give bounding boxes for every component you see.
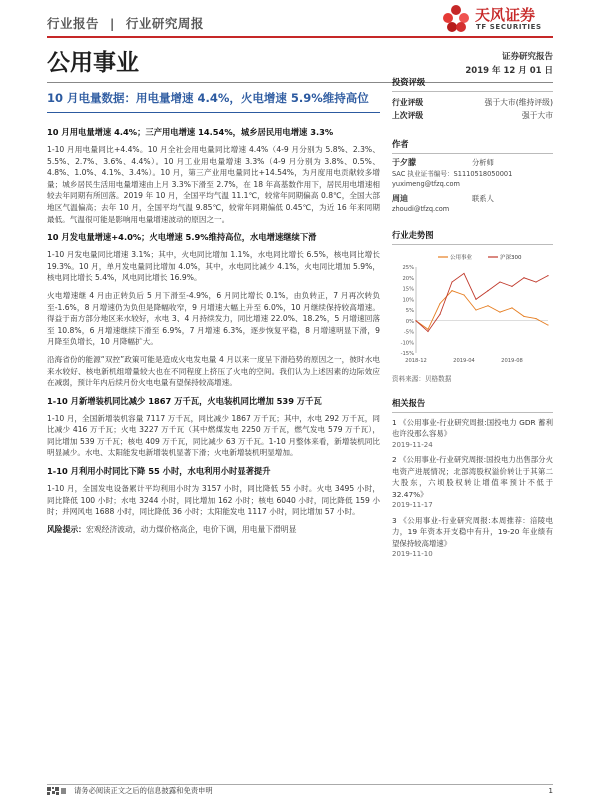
series-point xyxy=(499,281,500,282)
y-tick-label: 5% xyxy=(405,307,414,314)
series-point xyxy=(523,277,524,278)
series-point xyxy=(487,290,488,291)
report-meta xyxy=(465,50,553,78)
series-point xyxy=(463,272,464,273)
rating-key: 行业评级 xyxy=(392,98,424,107)
section-paragraph: 1-10 月，全国发电设备累计平均利用小时为 3157 小时，同比降低 55 小时。火电 3495 小时，同比降低 100 小时；水电 3244 小时，同比增加 162 小时；核电 6040 小时，同比降低 159 小时；并网风电 1688 小时，同比降低 36 小时；太阳能发电 1117 小时，同比增加 57 小时。 xyxy=(47,484,380,517)
series-point xyxy=(439,313,440,314)
series-point xyxy=(547,275,548,276)
series-point xyxy=(499,311,500,312)
series-point xyxy=(427,328,428,329)
section xyxy=(47,396,380,459)
series-point xyxy=(475,298,476,299)
series-point xyxy=(463,294,464,295)
series-point xyxy=(487,305,488,306)
author-role: 分析师 xyxy=(472,158,494,167)
title-underline xyxy=(47,112,380,113)
series-point xyxy=(451,290,452,291)
report-body xyxy=(47,120,380,536)
x-tick-label: 2019-04 xyxy=(453,357,475,364)
y-tick-label: 10% xyxy=(402,296,414,303)
rating-row xyxy=(392,96,553,109)
footer-disclaimer: 请务必阅读正文之后的信息披露和免责申明 xyxy=(74,786,213,795)
section-paragraph: 1-10 月发电量同比增速 3.1%；其中，火电同比增加 1.1%，水电同比增长 6.5%，核电同比增长 19.3%。10 月，单月发电量同比增加 4.0%，其中，水电同比减少 4.1%，火电同比增加 5.9%，核电同比增长 5.4%，风电同比增长 16.9%。 xyxy=(47,250,380,283)
related-report[interactable] xyxy=(392,417,553,452)
series-point xyxy=(475,309,476,310)
section-paragraph: 沿海省份的能源“双控”政策可能是造成火电发电量 4 月以来一度呈下滑趋势的原因之一，彼时水电来水较好、核电新机组增量较大也在不同程度上挤压了火电的空间。我们认为上述因素的边际效应在减弱，预计年内后续月份火电电量有望保持较高增速。 xyxy=(47,354,380,388)
author-email[interactable]: yuximeng@tfzq.com xyxy=(392,180,460,188)
risk-text: 宏观经济波动，动力煤价格高企，电价下调，用电量下滑明显 xyxy=(85,524,297,534)
series-point xyxy=(415,320,416,321)
rating-title: 投资评级 xyxy=(392,76,553,92)
y-tick-label: 20% xyxy=(402,275,414,282)
rating-value: 强于大市 xyxy=(521,111,553,120)
report-date: 2019 年 12 月 01 日 xyxy=(465,66,553,76)
report-title: 10 月电量数据：用电量增速 4.4%，火电增速 5.9%维持高位 xyxy=(47,91,369,105)
author-card xyxy=(392,194,553,215)
series-point xyxy=(427,330,428,331)
related-report-text: 2 《公用事业-行业研究周报:国投电力出售部分火电资产进展情况；北部湾股权溢价转让于其第二大股东，六顷股权转让增值率预计不低于 32.47%》 xyxy=(392,455,553,499)
section xyxy=(47,466,380,518)
series-line-1 xyxy=(416,290,548,329)
author-sac: SAC 执业证书编号：S1110518050001 xyxy=(392,169,513,178)
company-logo xyxy=(441,4,553,40)
section-paragraph: 1-10 月用电量同比+4.4%。10 月全社会用电量同比增速 4.4%（4-9 月分别为 5.8%、2.3%、5.5%、2.7%、3.6%、4.4%）。10 月工业用电量增速 3.3%（4-9 月分别为 3.8%、0.5%、4.8%、1.0%、4.1%、3.4%）。10 月，第三产业用电量同比+14.54%，为月度用电贡献较多增量；城乡居民生活用电量增速由上月 3.3%下滑至 2.7%，在 18 年高基数作用下，居民用电增速相较去年同期有所回落。2019 年 10 月，全国平均气温 11.1℃，较常年同期偏高 0.8℃，全国大部地区气温偏高；去年 10 月，全国平均气温 9.85℃，较常年同期偏低 0.45℃，为近 16 年来同期最低。气温很可能是影响用电量增速波动的原因之一。 xyxy=(47,145,380,224)
x-tick-label: 2018-12 xyxy=(405,357,427,364)
rating-key: 上次评级 xyxy=(392,111,424,120)
section-heading: 10 月发电量增速+4.0%；火电增速 5.9%维持高位，水电增速继续下滑 xyxy=(47,232,317,243)
y-tick-label: -15% xyxy=(400,350,414,357)
rating-row xyxy=(392,109,553,122)
section-heading: 10 月用电量增速 4.4%；三产用电增速 14.54%，城乡居民用电增速 3.3% xyxy=(47,127,334,137)
trend-chart xyxy=(392,249,553,369)
trend-chart-svg xyxy=(392,249,553,369)
report-breadcrumb xyxy=(47,14,204,32)
y-tick-label: -5% xyxy=(403,329,414,335)
y-tick-label: 15% xyxy=(402,286,414,292)
section-heading: 1-10 月新增装机同比减少 1867 万千瓦，火电装机同比增加 539 万千瓦 xyxy=(47,395,322,406)
y-tick-label: -10% xyxy=(400,339,414,346)
related-report[interactable] xyxy=(392,454,553,512)
author-email[interactable]: zhoudi@tfzq.com xyxy=(392,205,450,213)
series-point xyxy=(451,281,452,282)
author-role: 联系人 xyxy=(472,193,494,203)
related-report-text: 3 《公用事业-行业研究周报:本周推荐：涪陵电力，19 年资本开支稳中有升，19-20 年业绩有望保持较高增速》 xyxy=(392,515,553,548)
header-divider xyxy=(47,36,553,38)
logo-mark-icon xyxy=(441,4,471,34)
section-paragraph: 1-10 月，全国新增装机容量 7117 万千瓦，同比减少 1867 万千瓦；其中，水电 292 万千瓦，同比减少 416 万千瓦；火电 3227 万千瓦（其中燃煤发电 2250 万千瓦，燃气发电 579 万千瓦），同比增加 539 万千瓦；核电 409 万千瓦，同比减少 63 万千瓦。1-10 月整体来看，新增装机同比明显减少。水电、太阳能发电新增装机显著下滑；火电新增装机明显增加。 xyxy=(47,413,380,458)
breadcrumb-separator: | xyxy=(109,16,115,31)
related-report-date: 2019-11-10 xyxy=(392,550,433,558)
y-tick-label: 25% xyxy=(402,264,414,271)
series-point xyxy=(511,285,512,286)
logo-en-text: TF SECURITIES xyxy=(476,23,542,31)
series-point xyxy=(439,302,440,303)
report-kind: 证券研究报告 xyxy=(501,52,553,62)
y-tick-label: 0% xyxy=(405,318,414,325)
section xyxy=(47,127,380,225)
related-title: 相关报告 xyxy=(392,397,553,413)
related-report[interactable] xyxy=(392,515,553,561)
author-name: 于夕朦 xyxy=(392,158,416,167)
logo-cn-text: 天风证券 xyxy=(475,6,536,24)
report-type: 行业报告 xyxy=(47,16,100,31)
legend-label: 公用事业 xyxy=(450,254,473,261)
risk-label: 风险提示： xyxy=(47,524,86,534)
related-report-date: 2019-11-17 xyxy=(392,501,433,509)
series-point xyxy=(547,324,548,325)
industry-title: 公用事业 xyxy=(47,50,139,76)
authors-title: 作者 xyxy=(392,138,553,154)
footer-divider xyxy=(47,784,553,785)
page-number: 1 xyxy=(548,786,553,795)
page-header xyxy=(47,6,553,36)
related-report-text: 1 《公用事业-行业研究周报:国投电力 GDR 蓄利也许没那么容易》 xyxy=(392,417,553,438)
chart-source: 资料来源：贝格数据 xyxy=(392,374,452,383)
author-name: 周迪 xyxy=(392,193,408,203)
report-subtype: 行业研究周报 xyxy=(125,16,204,31)
related-report-date: 2019-11-24 xyxy=(392,440,433,449)
series-point xyxy=(535,281,536,282)
qr-mark-icon xyxy=(47,786,67,796)
trend-title: 行业走势图 xyxy=(392,229,553,245)
legend-label: 沪深300 xyxy=(500,254,522,261)
series-line-2 xyxy=(416,273,548,331)
sidebar xyxy=(392,76,553,564)
series-point xyxy=(511,307,512,308)
x-tick-label: 2019-08 xyxy=(501,357,523,364)
series-point xyxy=(523,315,524,316)
author-card xyxy=(392,158,553,190)
series-point xyxy=(535,318,536,319)
section-heading: 1-10 月利用小时同比下降 55 小时，水电利用小时显著提升 xyxy=(47,466,271,477)
section xyxy=(47,232,380,389)
rating-value: 强于大市(维持评级) xyxy=(484,98,553,107)
section-paragraph: 火电增速继 4 月由正转负后 5 月下滑至-4.9%，6 月同比增长 0.1%，由负转正，7 月再次转负至-1.6%，8 月增速仍为负但是降幅收窄，9 月增速大幅上升至 6.0%，10 月继续保持较高增速。得益于南方部分地区来水较好，水电 3、4 月持续发力，同比增速 22.0%、18.2%，5 月增速回落至 10.8%，6 月增速继续下滑至 6.9%，7 月增速 6.3%，逐步恢复平稳，8 月增速明显下滑，9 月降至负增长，10 月降幅扩大。 xyxy=(47,290,380,347)
risk-warning xyxy=(47,524,380,536)
